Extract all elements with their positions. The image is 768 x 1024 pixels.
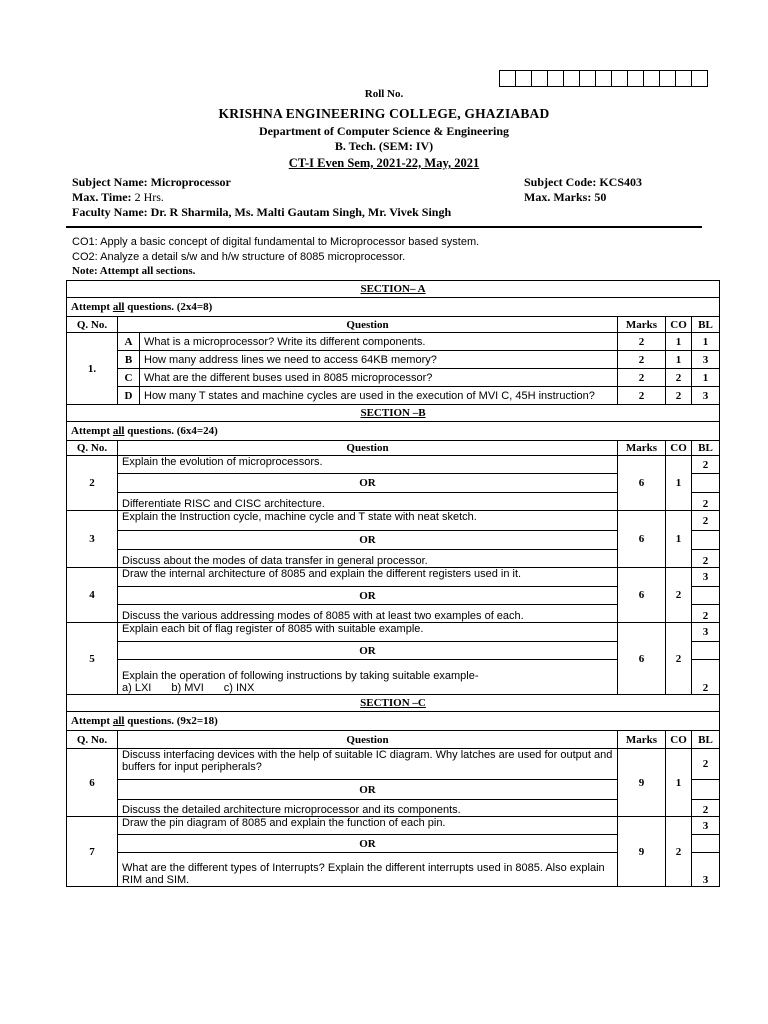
co-value: 1 <box>666 333 692 351</box>
max-time-label: Max. Time: <box>72 190 132 204</box>
roll-number-digit-box[interactable] <box>515 70 532 87</box>
bl-value: 3 <box>692 351 720 369</box>
instruction-item: b) MVI <box>171 682 204 694</box>
question-option-2-text: Discuss the various addressing modes of 8085 with at least two examples of each. <box>122 610 524 622</box>
table-row <box>67 623 720 642</box>
bl-value: 3 <box>692 623 720 642</box>
marks-value: 6 <box>618 456 666 511</box>
table-row <box>67 351 720 369</box>
co-value: 2 <box>666 568 692 623</box>
bl-value: 2 <box>692 550 720 568</box>
question-option-2-text: What are the different types of Interrupts? Explain the different interrupts used in 8085. Also explain RIM and SIM. <box>122 862 605 886</box>
table-row <box>67 333 720 351</box>
column-header-co: CO <box>666 317 692 333</box>
marks-value: 6 <box>618 623 666 695</box>
instructions-note: Note: Attempt all sections. <box>72 265 196 277</box>
roll-number-digit-box[interactable] <box>659 70 676 87</box>
column-header-bl: BL <box>692 731 720 749</box>
column-header-question: Question <box>118 441 618 456</box>
course-outcome-2: CO2: Analyze a detail s/w and h/w structure of 8085 microprocessor. <box>72 251 406 263</box>
question-option-1: Draw the internal architecture of 8085 and explain the different registers used in it. <box>118 568 618 587</box>
table-row <box>67 281 720 298</box>
roll-number-digit-box[interactable] <box>611 70 628 87</box>
roll-number-digit-box[interactable] <box>691 70 708 87</box>
question-option-2-text: Explain the operation of following instructions by taking suitable example- <box>122 670 479 682</box>
question-number: 1. <box>67 333 118 405</box>
column-header-co: CO <box>666 731 692 749</box>
column-header-marks: Marks <box>618 441 666 456</box>
table-row <box>67 441 720 456</box>
bl-value: 1 <box>692 369 720 387</box>
sub-question-letter: C <box>118 369 140 387</box>
marks-value: 2 <box>618 387 666 405</box>
question-option-2-text: Discuss about the modes of data transfer in general processor. <box>122 555 428 567</box>
roll-number-digit-box[interactable] <box>547 70 564 87</box>
roll-number-label: Roll No. <box>364 88 404 100</box>
table-row <box>67 317 720 333</box>
question-number: 6 <box>67 749 118 817</box>
faculty-names: Faculty Name: Dr. R Sharmila, Ms. Malti Gautam Singh, Mr. Vivek Singh <box>72 205 452 219</box>
co-value: 2 <box>666 623 692 695</box>
column-header-question: Question <box>118 731 618 749</box>
table-row <box>67 387 720 405</box>
max-time-value: 2 Hrs. <box>131 190 164 204</box>
question-option-2-text: Discuss the detailed architecture microprocessor and its components. <box>122 804 461 816</box>
question-text: What is a microprocessor? Write its different components. <box>140 333 618 351</box>
roll-number-digit-box[interactable] <box>499 70 516 87</box>
column-header-bl: BL <box>692 317 720 333</box>
or-separator: OR <box>118 835 618 853</box>
column-header-bl: BL <box>692 441 720 456</box>
column-header-qno: Q. No. <box>67 441 118 456</box>
sub-question-letter: D <box>118 387 140 405</box>
table-row <box>67 511 720 531</box>
subject-name: Subject Name: Microprocessor <box>72 175 231 189</box>
question-text: What are the different buses used in 8085 microprocessor? <box>140 369 618 387</box>
marks-value: 6 <box>618 568 666 623</box>
co-value: 2 <box>666 817 692 887</box>
course-outcome-1: CO1: Apply a basic concept of digital fundamental to Microprocessor based system. <box>72 236 480 248</box>
table-row <box>67 369 720 387</box>
co-value: 2 <box>666 387 692 405</box>
question-option-2-text: Differentiate RISC and CISC architecture. <box>122 498 325 510</box>
table-row <box>67 422 720 441</box>
question-text: How many T states and machine cycles are used in the execution of MVI C, 45H instruction? <box>140 387 618 405</box>
instruction-text: Attempt <box>71 425 113 437</box>
question-option-2 <box>118 550 618 568</box>
co-value: 2 <box>666 369 692 387</box>
section-instruction <box>67 712 720 731</box>
question-option-1: Discuss interfacing devices with the help of suitable IC diagram. Why latches are used for output and buffers for input peripherals? <box>118 749 618 780</box>
section-title: SECTION– A <box>67 281 720 298</box>
co-value: 1 <box>666 351 692 369</box>
question-text: How many address lines we need to access 64KB memory? <box>140 351 618 369</box>
question-paper-table <box>66 280 720 887</box>
course-name: B. Tech. (SEM: IV) <box>334 139 434 153</box>
question-number: 2 <box>67 456 118 511</box>
bl-empty-cell <box>692 531 720 550</box>
question-option-1: Explain each bit of flag register of 8085 with suitable example. <box>118 623 618 642</box>
question-option-1: Draw the pin diagram of 8085 and explain the function of each pin. <box>118 817 618 835</box>
bl-value: 2 <box>692 605 720 623</box>
co-value: 1 <box>666 749 692 817</box>
co-value: 1 <box>666 456 692 511</box>
table-row <box>67 456 720 474</box>
roll-number-digit-box[interactable] <box>563 70 580 87</box>
instruction-text: questions. (9x2=18) <box>124 715 218 727</box>
or-separator: OR <box>118 642 618 660</box>
bl-value: 3 <box>692 853 720 887</box>
bl-value: 2 <box>692 511 720 531</box>
bl-value: 2 <box>692 493 720 511</box>
roll-number-digit-box[interactable] <box>675 70 692 87</box>
co-value: 1 <box>666 511 692 568</box>
or-separator: OR <box>118 474 618 493</box>
marks-value: 2 <box>618 333 666 351</box>
table-row <box>67 712 720 731</box>
table-row <box>67 731 720 749</box>
bl-value: 2 <box>692 456 720 474</box>
bl-empty-cell <box>692 642 720 660</box>
bl-value: 2 <box>692 660 720 695</box>
bl-empty-cell <box>692 587 720 605</box>
roll-number-digit-box[interactable] <box>579 70 596 87</box>
question-number: 3 <box>67 511 118 568</box>
instruction-list <box>122 682 613 694</box>
question-option-1: Explain the Instruction cycle, machine cycle and T state with neat sketch. <box>118 511 618 531</box>
section-instruction <box>67 422 720 441</box>
table-row <box>67 405 720 422</box>
column-header-question: Question <box>118 317 618 333</box>
or-separator: OR <box>118 587 618 605</box>
marks-value: 9 <box>618 749 666 817</box>
section-instruction <box>67 298 720 317</box>
instruction-item: a) LXI <box>122 682 152 694</box>
question-number: 4 <box>67 568 118 623</box>
bl-value: 3 <box>692 568 720 587</box>
header-divider <box>66 226 702 228</box>
roll-number-boxes <box>500 70 708 87</box>
or-separator: OR <box>118 780 618 800</box>
question-number: 5 <box>67 623 118 695</box>
column-header-marks: Marks <box>618 317 666 333</box>
section-title: SECTION –B <box>67 405 720 422</box>
instruction-item: c) INX <box>223 682 255 694</box>
subject-code: Subject Code: KCS403 <box>524 175 643 189</box>
exam-title: CT-I Even Sem, 2021-22, May, 2021 <box>288 156 480 170</box>
bl-value: 2 <box>692 749 720 780</box>
instruction-text: Attempt <box>71 715 113 727</box>
bl-empty-cell <box>692 780 720 800</box>
question-option-2 <box>118 800 618 817</box>
column-header-co: CO <box>666 441 692 456</box>
instruction-emphasis: all <box>112 715 125 727</box>
instruction-text: questions. (6x4=24) <box>124 425 218 437</box>
table-row <box>67 749 720 780</box>
column-header-qno: Q. No. <box>67 731 118 749</box>
table-row <box>67 568 720 587</box>
section-title: SECTION –C <box>67 695 720 712</box>
bl-value: 2 <box>692 800 720 817</box>
max-marks: Max. Marks: 50 <box>524 190 607 204</box>
marks-value: 9 <box>618 817 666 887</box>
question-option-2 <box>118 605 618 623</box>
question-number: 7 <box>67 817 118 887</box>
roll-number-digit-box[interactable] <box>643 70 660 87</box>
bl-empty-cell <box>692 474 720 493</box>
college-name: KRISHNA ENGINEERING COLLEGE, GHAZIABAD <box>218 106 550 121</box>
roll-number-digit-box[interactable] <box>595 70 612 87</box>
instruction-text: questions. (2x4=8) <box>124 301 213 313</box>
instruction-emphasis: all <box>112 301 125 313</box>
question-option-1: Explain the evolution of microprocessors. <box>118 456 618 474</box>
or-separator: OR <box>118 531 618 550</box>
column-header-marks: Marks <box>618 731 666 749</box>
sub-question-letter: A <box>118 333 140 351</box>
marks-value: 6 <box>618 511 666 568</box>
roll-number-digit-box[interactable] <box>627 70 644 87</box>
roll-number-digit-box[interactable] <box>531 70 548 87</box>
bl-empty-cell <box>692 835 720 853</box>
marks-value: 2 <box>618 369 666 387</box>
table-row <box>67 817 720 835</box>
sub-question-letter: B <box>118 351 140 369</box>
column-header-qno: Q. No. <box>67 317 118 333</box>
max-time <box>72 190 164 205</box>
instruction-text: Attempt <box>71 301 113 313</box>
bl-value: 1 <box>692 333 720 351</box>
instruction-emphasis: all <box>112 425 125 437</box>
table-row <box>67 695 720 712</box>
bl-value: 3 <box>692 817 720 835</box>
question-option-2 <box>118 853 618 887</box>
question-option-2 <box>118 493 618 511</box>
table-row <box>67 298 720 317</box>
question-option-2 <box>118 660 618 695</box>
marks-value: 2 <box>618 351 666 369</box>
bl-value: 3 <box>692 387 720 405</box>
department-name: Department of Computer Science & Engineering <box>258 124 510 138</box>
